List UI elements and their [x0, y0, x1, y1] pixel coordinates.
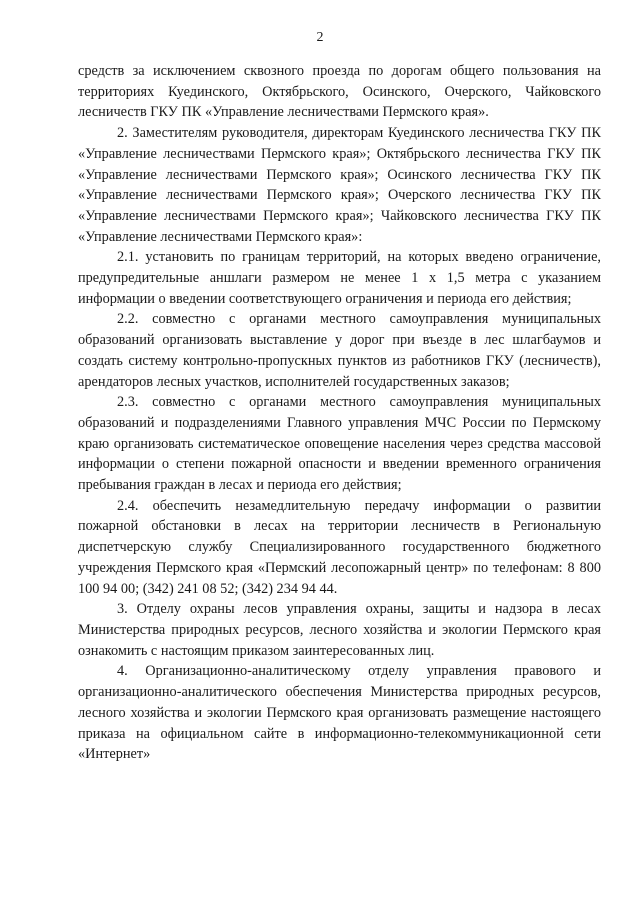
paragraph-item-2-2: 2.2. совместно с органами местного самоуправления муниципальных образований организовать выставление у дорог при въезде в лес шлагбаумов и создать систему контрольно-пропускных пунктов из работников ГКУ (лесничеств), арендаторов лесных участков, исполнителей государственных заказов;	[78, 311, 601, 390]
paragraph-item-3: 3. Отделу охраны лесов управления охраны, защиты и надзора в лесах Министерства природных ресурсов, лесного хозяйства и экологии Пермского края ознакомить с настоящим приказом заинтересованных лиц.	[78, 601, 601, 659]
paragraph-item-2-4: 2.4. обеспечить незамедлительную передачу информации о развитии пожарной обстановки в лесах на территории лесничеств в Региональную диспетчерскую службу Специализированного государственного бюджетного учреждения Пермского края «Пермский лесопожарный центр» по телефонам: 8 800 100 94 00; (342) 241 08 52; (342) 234 94 44.	[78, 497, 601, 597]
document-body	[78, 61, 601, 765]
paragraph-item-2: 2. Заместителям руководителя, директорам Куединского лесничества ГКУ ПК «Управление лесничествами Пермского края»; Октябрьского лесничества ГКУ ПК «Управление лесничествами Пермского края»; Осинского лесничества ГКУ ПК «Управление лесничествами Пермского края»; Очерского лесничества ГКУ ПК «Управление лесничествами Пермского края»; Чайковского лесничества ГКУ ПК «Управление лесничествами Пермского края»:	[78, 125, 601, 245]
paragraph-item-2-1: 2.1. установить по границам территорий, на которых введено ограничение, предупредительные аншлаги размером не менее 1 х 1,5 метра с указанием информации о введении соответствующего ограничения и периода его действия;	[78, 249, 601, 307]
paragraph-item-4: 4. Организационно-аналитическому отделу управления правового и организационно-аналитического обеспечения Министерства природных ресурсов, лесного хозяйства и экологии Пермского края организовать размещение настоящего приказа на официальном сайте в информационно-телекоммуникационной сети «Интернет»	[78, 663, 601, 763]
paragraph-item-2-3: 2.3. совместно с органами местного самоуправления муниципальных образований и подразделениями Главного управления МЧС России по Пермскому краю организовать систематическое оповещение населения через средства массовой информации о степени пожарной опасности и введении временного ограничения пребывания граждан в лесах и периода его действия;	[78, 394, 601, 494]
paragraph-continuation: средств за исключением сквозного проезда по дорогам общего пользования на территориях Куединского, Октябрьского, Осинского, Очерского, Чайковского лесничеств ГКУ ПК «Управление лесничествами Пермского края».	[78, 63, 601, 121]
page-number: 2	[316, 30, 324, 45]
